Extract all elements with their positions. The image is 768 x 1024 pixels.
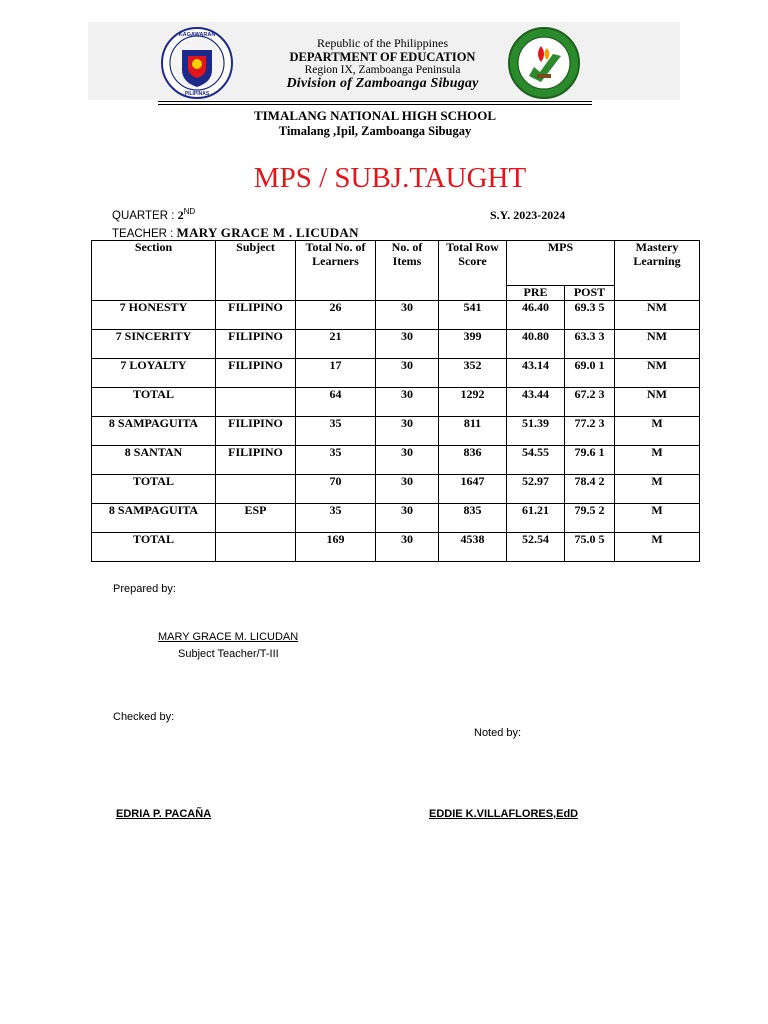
cell-raw: 836	[439, 445, 507, 474]
cell-raw: 352	[439, 358, 507, 387]
cell-post: 63.3 3	[565, 329, 615, 358]
cell-post: 79.5 2	[565, 503, 615, 532]
cell-subject	[216, 532, 296, 561]
cell-learners: 70	[296, 474, 376, 503]
division-seal-logo	[507, 26, 581, 100]
cell-learners: 35	[296, 445, 376, 474]
cell-subject: FILIPINO	[216, 416, 296, 445]
cell-learners: 64	[296, 387, 376, 416]
school-address: Timalang ,Ipil, Zamboanga Sibugay	[278, 124, 472, 138]
cell-items: 30	[376, 474, 439, 503]
school-name: TIMALANG NATIONAL HIGH SCHOOL	[253, 108, 497, 123]
header-rule-thin	[158, 104, 592, 105]
cell-pre: 51.39	[507, 416, 565, 445]
cell-mastery: M	[615, 445, 700, 474]
cell-post: 75.0 5	[565, 532, 615, 561]
cell-mastery: M	[615, 532, 700, 561]
cell-pre: 54.55	[507, 445, 565, 474]
table-row	[92, 416, 700, 445]
prepared-by-label: Prepared by:	[113, 583, 176, 595]
cell-section: 7 HONESTY	[92, 300, 216, 329]
header-section: Section	[92, 241, 216, 301]
cell-mastery: NM	[615, 387, 700, 416]
cell-learners: 17	[296, 358, 376, 387]
cell-section: 8 SANTAN	[92, 445, 216, 474]
cell-section: 7 LOYALTY	[92, 358, 216, 387]
cell-post: 79.6 1	[565, 445, 615, 474]
cell-mastery: M	[615, 416, 700, 445]
cell-subject: FILIPINO	[216, 358, 296, 387]
cell-pre: 52.97	[507, 474, 565, 503]
cell-section: 7 SINCERITY	[92, 329, 216, 358]
cell-learners: 21	[296, 329, 376, 358]
cell-items: 30	[376, 300, 439, 329]
cell-items: 30	[376, 416, 439, 445]
cell-learners: 26	[296, 300, 376, 329]
cell-mastery: NM	[615, 358, 700, 387]
noted-by-label: Noted by:	[474, 727, 522, 739]
cell-subject: FILIPINO	[216, 329, 296, 358]
header-post: POST	[565, 286, 615, 301]
cell-post: 69.0 1	[565, 358, 615, 387]
page-title: MPS / SUBJ.TAUGHT	[253, 162, 527, 194]
cell-pre: 40.80	[507, 329, 565, 358]
cell-pre: 46.40	[507, 300, 565, 329]
cell-pre: 43.14	[507, 358, 565, 387]
table-row	[92, 445, 700, 474]
header-rule-thick	[158, 101, 592, 102]
cell-pre: 43.44	[507, 387, 565, 416]
cell-post: 77.2 3	[565, 416, 615, 445]
school-year: S.Y. 2023-2024	[490, 208, 566, 222]
prepared-by-role: Subject Teacher/T-III	[178, 648, 279, 660]
cell-items: 30	[376, 358, 439, 387]
cell-subject: FILIPINO	[216, 300, 296, 329]
prepared-by-name: MARY GRACE M. LICUDAN	[158, 631, 299, 643]
table-row	[92, 474, 700, 503]
division-line: Division of Zamboanga Sibugay	[286, 76, 479, 91]
table-row	[92, 503, 700, 532]
cell-subject	[216, 474, 296, 503]
svg-text:PILIPINAS: PILIPINAS	[184, 91, 210, 97]
cell-mastery: NM	[615, 329, 700, 358]
cell-items: 30	[376, 532, 439, 561]
header-mastery: Mastery Learning	[615, 241, 700, 301]
teacher-name: MARY GRACE M . LICUDAN	[176, 225, 359, 240]
header-raw-score: Total Row Score	[439, 241, 507, 301]
cell-pre: 61.21	[507, 503, 565, 532]
mps-table	[91, 240, 700, 562]
quarter-value: 2	[177, 207, 184, 222]
cell-raw: 835	[439, 503, 507, 532]
quarter-line	[112, 207, 195, 223]
cell-subject: ESP	[216, 503, 296, 532]
header-items: No. of Items	[376, 241, 439, 301]
cell-raw: 4538	[439, 532, 507, 561]
table-row	[92, 532, 700, 561]
teacher-label: TEACHER :	[112, 228, 174, 240]
cell-post: 67.2 3	[565, 387, 615, 416]
table-row	[92, 358, 700, 387]
quarter-label: QUARTER :	[112, 209, 175, 222]
cell-section: TOTAL	[92, 387, 216, 416]
cell-section: 8 SAMPAGUITA	[92, 503, 216, 532]
cell-raw: 811	[439, 416, 507, 445]
cell-raw: 1292	[439, 387, 507, 416]
cell-learners: 35	[296, 503, 376, 532]
cell-section: TOTAL	[92, 532, 216, 561]
cell-section: TOTAL	[92, 474, 216, 503]
republic-line: Republic of the Philippines	[317, 36, 448, 50]
cell-learners: 169	[296, 532, 376, 561]
table-row	[92, 300, 700, 329]
cell-items: 30	[376, 445, 439, 474]
deped-seal-logo	[160, 26, 234, 100]
cell-post: 78.4 2	[565, 474, 615, 503]
cell-raw: 399	[439, 329, 507, 358]
header-subject: Subject	[216, 241, 296, 301]
checked-by-label: Checked by:	[113, 711, 175, 723]
header-pre: PRE	[507, 286, 565, 301]
cell-post: 69.3 5	[565, 300, 615, 329]
header-learners: Total No. of Learners	[296, 241, 376, 301]
cell-items: 30	[376, 503, 439, 532]
cell-items: 30	[376, 387, 439, 416]
svg-text:KAGAWARAN: KAGAWARAN	[178, 32, 216, 38]
cell-subject	[216, 387, 296, 416]
cell-mastery: M	[615, 474, 700, 503]
cell-raw: 1647	[439, 474, 507, 503]
cell-items: 30	[376, 329, 439, 358]
noted-by-name: EDDIE K.VILLAFLORES,EdD	[429, 808, 579, 820]
region-line: Region IX, Zamboanga Peninsula	[304, 64, 461, 76]
cell-mastery: M	[615, 503, 700, 532]
table-row	[92, 329, 700, 358]
cell-pre: 52.54	[507, 532, 565, 561]
checked-by-name: EDRIA P. PACAÑA	[116, 808, 212, 820]
cell-mastery: NM	[615, 300, 700, 329]
quarter-suffix: ND	[183, 207, 196, 216]
table-row	[92, 387, 700, 416]
cell-raw: 541	[439, 300, 507, 329]
cell-learners: 35	[296, 416, 376, 445]
teacher-line	[112, 225, 359, 241]
cell-subject: FILIPINO	[216, 445, 296, 474]
header-mps: MPS	[507, 241, 615, 286]
department-line: DEPARTMENT OF EDUCATION	[289, 50, 476, 64]
cell-section: 8 SAMPAGUITA	[92, 416, 216, 445]
